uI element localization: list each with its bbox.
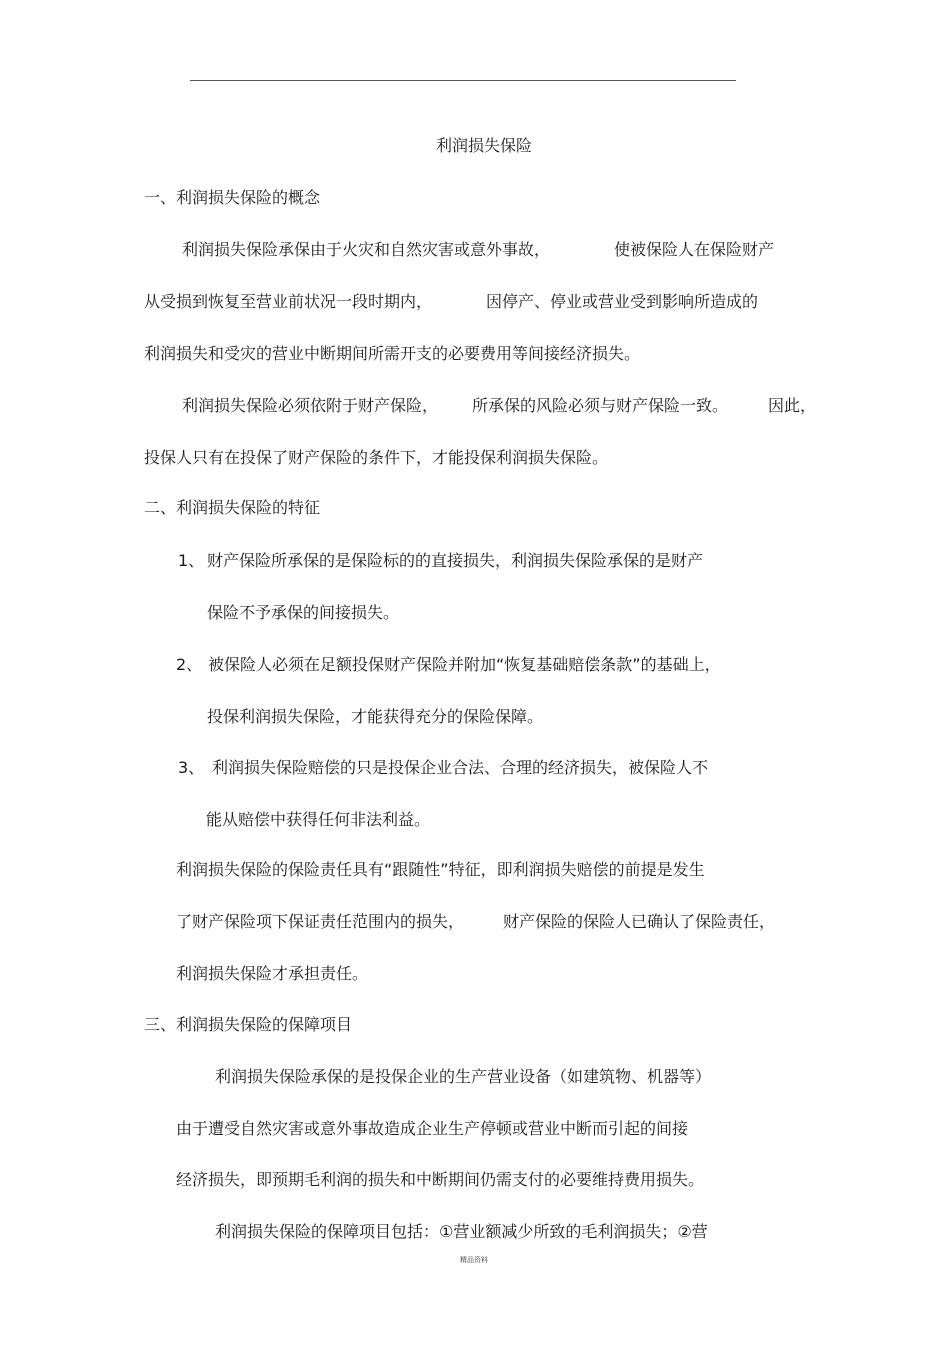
list-item-text: 财产保险所承保的是保险标的的直接损失，利润损失保险承保的是财产 bbox=[207, 551, 704, 570]
document-title: 利润损失保险 bbox=[436, 136, 533, 155]
section-2-heading: 二、利润损失保险的特征 bbox=[144, 498, 321, 517]
paragraph-line: 投保人只有在投保了财产保险的条件下，才能投保利润损失保险。 bbox=[144, 448, 609, 467]
section-1-heading: 一、利润损失保险的概念 bbox=[144, 188, 321, 207]
top-divider bbox=[190, 80, 736, 81]
paragraph-line: 利润损失保险的保障项目包括：①营业额减少所致的毛利润损失；②营 bbox=[215, 1222, 708, 1241]
paragraph-line: 从受损到恢复至营业前状况一段时期内， bbox=[144, 292, 433, 311]
section-3-heading: 三、利润损失保险的保障项目 bbox=[144, 1015, 353, 1034]
paragraph-line: 利润损失保险承保由于火灾和自然灾害或意外事故， bbox=[182, 240, 551, 259]
paragraph-line: 利润损失保险必须依附于财产保险， bbox=[182, 396, 439, 415]
list-item-number: 2、 bbox=[176, 655, 203, 674]
paragraph-line: 了财产保险项下保证责任范围内的损失， bbox=[176, 912, 465, 931]
paragraph-line: 利润损失保险承保的是投保企业的生产营业设备（如建筑物、机器等） bbox=[215, 1067, 712, 1086]
list-item-text: 投保利润损失保险，才能获得充分的保险保障。 bbox=[207, 707, 544, 726]
paragraph-line: 所承保的风险必须与财产保险一致。 bbox=[472, 396, 729, 415]
page-footer: 精品资料 bbox=[460, 1256, 488, 1264]
paragraph-line: 利润损失和受灾的营业中断期间所需开支的必要费用等间接经济损失。 bbox=[144, 344, 641, 363]
paragraph-line: 由于遭受自然灾害或意外事故造成企业生产停顿或营业中断而引起的间接 bbox=[176, 1119, 689, 1138]
list-item-number: 3、 bbox=[178, 758, 205, 777]
list-item-number: 1、 bbox=[178, 551, 205, 570]
list-item-text: 被保险人必须在足额投保财产保险并附加“恢复基础赔偿条款”的基础上， bbox=[208, 655, 721, 674]
paragraph-line: 财产保险的保险人已确认了保险责任， bbox=[503, 912, 776, 931]
paragraph-line: 因停产、停业或营业受到影响所造成的 bbox=[486, 292, 759, 311]
paragraph-line: 利润损失保险的保险责任具有“跟随性”特征，即利润损失赔偿的前提是发生 bbox=[176, 860, 705, 879]
list-item-text: 利润损失保险赔偿的只是投保企业合法、合理的经济损失，被保险人不 bbox=[212, 758, 709, 777]
list-item-text: 能从赔偿中获得任何非法利益。 bbox=[206, 810, 431, 829]
paragraph-line: 使被保险人在保险财产 bbox=[614, 240, 775, 259]
paragraph-line: 利润损失保险才承担责任。 bbox=[176, 964, 369, 983]
paragraph-line: 经济损失，即预期毛利润的损失和中断期间仍需支付的必要维持费用损失。 bbox=[176, 1170, 705, 1189]
paragraph-line: 因此， bbox=[768, 396, 817, 415]
list-item-text: 保险不予承保的间接损失。 bbox=[207, 603, 400, 622]
